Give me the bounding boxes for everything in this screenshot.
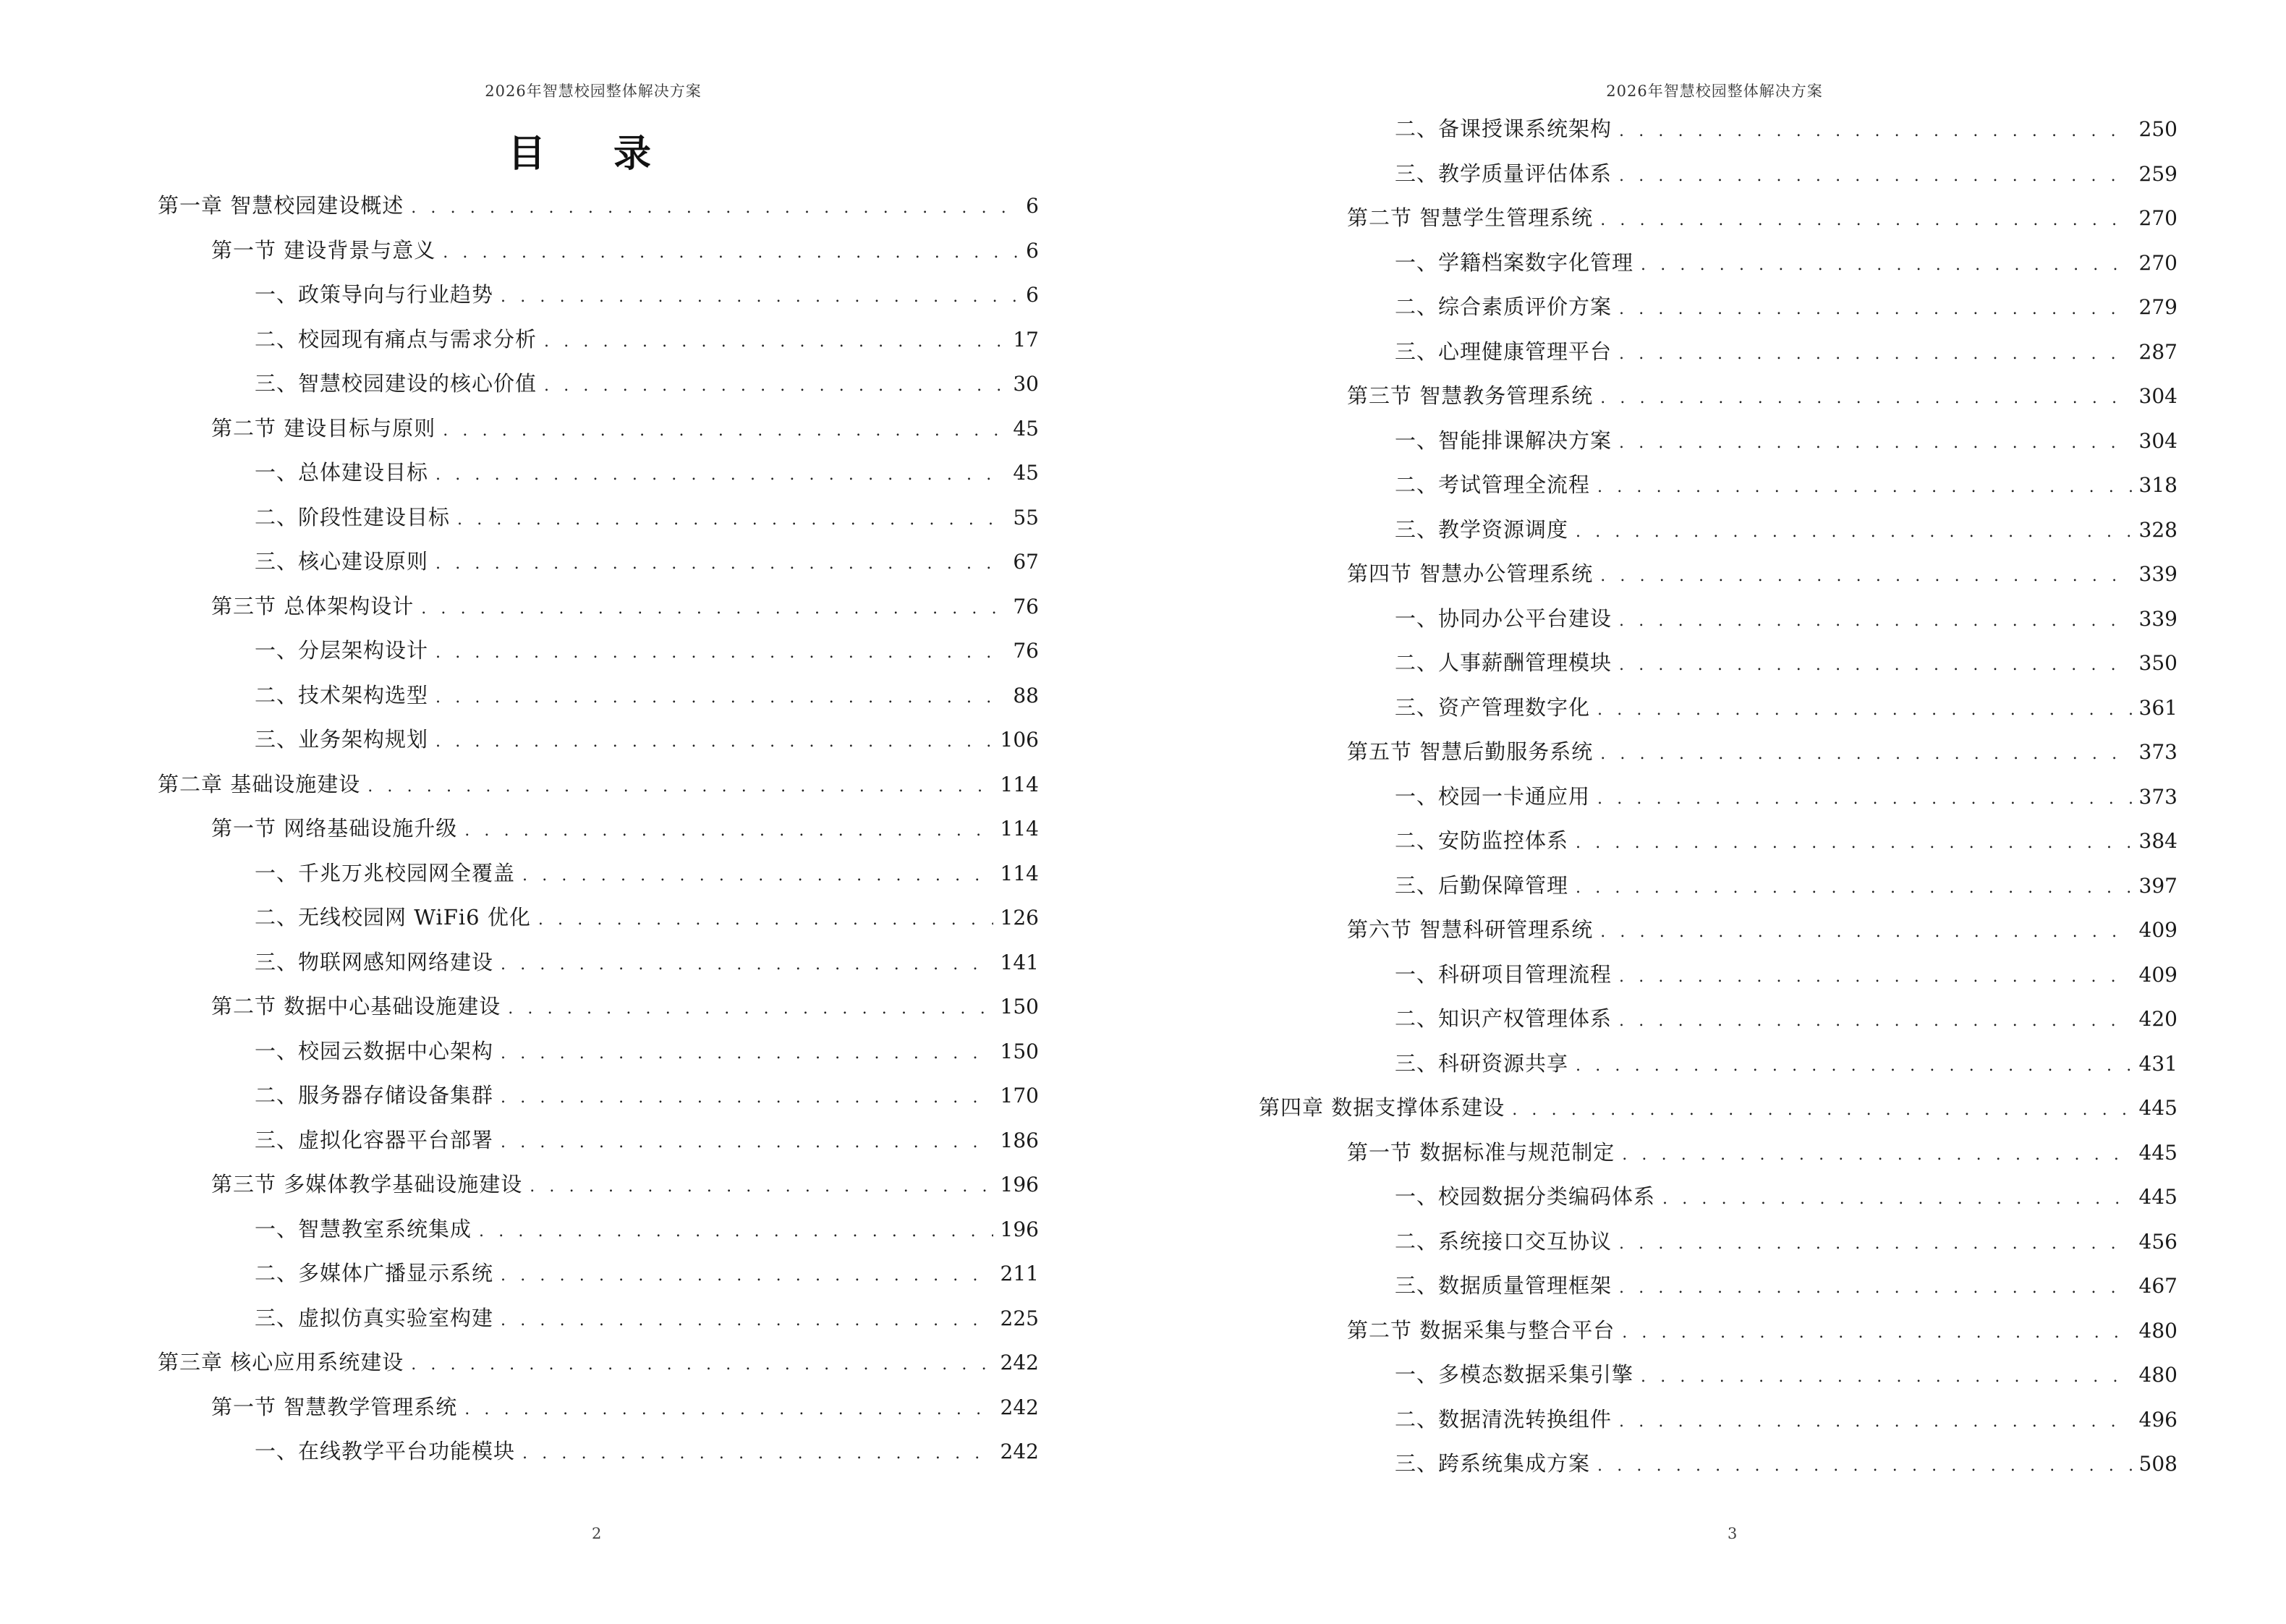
toc-entry-page-number: 114 xyxy=(1000,773,1039,796)
toc-entry-label: 第一节 建设背景与意义 xyxy=(211,238,436,263)
toc-entry-page-number: 150 xyxy=(1000,1040,1039,1063)
toc-entry-page-number: 328 xyxy=(2138,518,2177,542)
dot-leader xyxy=(411,194,1019,223)
toc-entry-level-2 xyxy=(211,592,1039,621)
toc-entry-level-3 xyxy=(1395,871,2177,900)
toc-entry-label: 二、备课授课系统架构 xyxy=(1395,116,1612,141)
dot-leader xyxy=(1619,1274,2132,1303)
toc-entry-label: 三、虚拟仿真实验室构建 xyxy=(255,1306,494,1330)
toc-entry-level-3 xyxy=(255,369,1039,398)
toc-entry-page-number: 397 xyxy=(2138,874,2177,898)
toc-entry-label: 三、资产管理数字化 xyxy=(1395,695,1591,720)
toc-entry-level-1 xyxy=(158,770,1039,799)
toc-entry-level-3 xyxy=(255,547,1039,576)
toc-entry-level-3 xyxy=(1395,337,2177,366)
toc-entry-page-number: 170 xyxy=(1000,1084,1039,1108)
toc-entry-page-number: 456 xyxy=(2138,1230,2177,1254)
toc-entry-page-number: 480 xyxy=(2138,1363,2177,1387)
toc-heading: 目 录 xyxy=(507,132,679,176)
toc-entry-label: 二、综合素质评价方案 xyxy=(1395,294,1612,319)
toc-entry-level-3 xyxy=(1395,1004,2177,1033)
toc-entry-level-3 xyxy=(255,1126,1039,1155)
dot-leader xyxy=(443,239,1019,268)
toc-entry-page-number: 304 xyxy=(2138,384,2177,408)
toc-entry-label: 第二章 基础设施建设 xyxy=(158,772,361,796)
dot-leader xyxy=(457,506,1006,535)
toc-entry-level-3 xyxy=(255,325,1039,354)
toc-entry-page-number: 259 xyxy=(2138,162,2177,186)
toc-entry-page-number: 350 xyxy=(2138,651,2177,675)
dot-leader xyxy=(411,1351,993,1379)
toc-entry-label: 一、分层架构设计 xyxy=(255,638,429,663)
dot-leader xyxy=(1662,1185,2132,1214)
dot-leader xyxy=(1619,162,2132,191)
toc-entry-label: 第五节 智慧后勤服务系统 xyxy=(1347,739,1594,764)
toc-entry-label: 二、技术架构选型 xyxy=(255,683,429,707)
toc-entry-level-2 xyxy=(211,236,1039,265)
toc-entry-label: 二、无线校园网 WiFi6 优化 xyxy=(255,905,531,930)
toc-entry-label: 一、学籍档案数字化管理 xyxy=(1395,250,1634,275)
toc-entry-level-3 xyxy=(1395,159,2177,188)
toc-entry-page-number: 6 xyxy=(1026,283,1039,307)
toc-entry-level-2 xyxy=(211,1393,1039,1421)
toc-entry-page-number: 318 xyxy=(2138,473,2177,497)
toc-entry-page-number: 270 xyxy=(2138,206,2177,230)
toc-entry-level-3 xyxy=(1395,426,2177,455)
toc-entry-page-number: 76 xyxy=(1013,639,1039,663)
toc-entry-label: 三、虚拟化容器平台部署 xyxy=(255,1128,494,1152)
toc-entry-level-3 xyxy=(1395,1405,2177,1434)
toc-entry-page-number: 76 xyxy=(1013,595,1039,618)
page-number: 3 xyxy=(1728,1525,1738,1542)
toc-entry-page-number: 150 xyxy=(1000,995,1039,1019)
dot-leader xyxy=(435,728,993,757)
dot-leader xyxy=(1600,740,2131,769)
dot-leader xyxy=(1512,1096,2131,1125)
toc-entry-level-2 xyxy=(1347,381,2177,410)
toc-entry-page-number: 211 xyxy=(1000,1262,1039,1285)
dot-leader xyxy=(538,906,993,935)
toc-entry-level-2 xyxy=(1347,915,2177,944)
toc-entry-page-number: 480 xyxy=(2138,1319,2177,1343)
toc-entry-page-number: 287 xyxy=(2138,340,2177,364)
dot-leader xyxy=(522,1440,993,1468)
running-header: 2026年智慧校园整体解决方案 xyxy=(1606,82,1823,100)
dot-leader xyxy=(443,417,1006,446)
toc-entry-page-number: 196 xyxy=(1000,1173,1039,1196)
toc-entry-page-number: 445 xyxy=(2138,1185,2177,1209)
toc-entry-page-number: 17 xyxy=(1013,328,1039,352)
toc-entry-label: 三、数据质量管理框架 xyxy=(1395,1273,1612,1298)
toc-entry-label: 第三节 智慧教务管理系统 xyxy=(1347,383,1594,408)
dot-leader xyxy=(479,1217,993,1246)
toc-entry-level-3 xyxy=(255,280,1039,309)
toc-entry-level-1 xyxy=(1259,1093,2177,1122)
dot-leader xyxy=(508,995,993,1024)
dot-leader xyxy=(1600,918,2131,947)
toc-entry-level-3 xyxy=(255,1259,1039,1288)
dot-leader xyxy=(1619,607,2132,636)
toc-entry-label: 二、多媒体广播显示系统 xyxy=(255,1261,494,1285)
toc-entry-page-number: 431 xyxy=(2138,1052,2177,1076)
toc-entry-level-2 xyxy=(211,1170,1039,1199)
dot-leader xyxy=(1622,1319,2131,1348)
toc-entry-label: 二、考试管理全流程 xyxy=(1395,472,1591,497)
toc-entry-page-number: 30 xyxy=(1013,372,1039,396)
toc-entry-level-3 xyxy=(255,948,1039,977)
toc-entry-page-number: 126 xyxy=(1000,906,1039,930)
toc-entry-label: 第二节 建设目标与原则 xyxy=(211,416,436,441)
toc-entry-label: 一、政策导向与行业趋势 xyxy=(255,282,494,307)
toc-entry-level-3 xyxy=(1395,1271,2177,1300)
toc-entry-label: 第一节 网络基础设施升级 xyxy=(211,816,458,841)
toc-entry-level-2 xyxy=(1347,1138,2177,1167)
toc-entry-level-3 xyxy=(1395,960,2177,989)
dot-leader xyxy=(1576,874,2132,903)
toc-entry-label: 第三节 总体架构设计 xyxy=(211,594,415,618)
toc-entry-level-1 xyxy=(158,1348,1039,1377)
toc-entry-page-number: 242 xyxy=(1000,1440,1039,1463)
toc-entry-level-3 xyxy=(1395,826,2177,855)
toc-entry-page-number: 508 xyxy=(2138,1452,2177,1476)
dot-leader xyxy=(544,372,1006,401)
toc-entry-level-3 xyxy=(255,458,1039,487)
toc-entry-page-number: 339 xyxy=(2138,607,2177,631)
dot-leader xyxy=(1641,1363,2132,1392)
toc-entry-label: 一、智慧教室系统集成 xyxy=(255,1217,472,1241)
toc-entry-label: 第一节 数据标准与规范制定 xyxy=(1347,1140,1615,1165)
toc-entry-level-1 xyxy=(158,191,1039,220)
dot-leader xyxy=(367,773,993,802)
toc-entry-level-3 xyxy=(255,1215,1039,1243)
toc-entry-page-number: 55 xyxy=(1013,506,1039,530)
toc-entry-page-number: 45 xyxy=(1013,461,1039,485)
toc-entry-level-3 xyxy=(1395,248,2177,277)
toc-entry-page-number: 6 xyxy=(1026,194,1039,218)
toc-entry-label: 一、千兆万兆校园网全覆盖 xyxy=(255,861,516,885)
toc-entry-level-3 xyxy=(1395,604,2177,633)
toc-entry-page-number: 496 xyxy=(2138,1408,2177,1432)
toc-entry-page-number: 186 xyxy=(1000,1128,1039,1152)
toc-entry-label: 二、系统接口交互协议 xyxy=(1395,1229,1612,1254)
toc-entry-page-number: 196 xyxy=(1000,1217,1039,1241)
toc-entry-level-3 xyxy=(255,1081,1039,1110)
toc-entry-level-2 xyxy=(1347,203,2177,232)
toc-entry-label: 三、业务架构规划 xyxy=(255,727,429,752)
toc-entry-page-number: 6 xyxy=(1026,239,1039,263)
toc-entry-level-3 xyxy=(1395,1049,2177,1078)
dot-leader xyxy=(1600,384,2131,413)
toc-entry-label: 第一章 智慧校园建设概述 xyxy=(158,193,404,218)
dot-leader xyxy=(530,1173,993,1202)
toc-entry-label: 第三节 多媒体教学基础设施建设 xyxy=(211,1172,523,1196)
toc-entry-level-2 xyxy=(1347,1316,2177,1345)
running-header: 2026年智慧校园整体解决方案 xyxy=(485,82,702,100)
toc-entry-label: 第四节 智慧办公管理系统 xyxy=(1347,561,1594,586)
dot-leader xyxy=(501,1084,993,1113)
toc-entry-level-2 xyxy=(1347,737,2177,766)
toc-entry-level-3 xyxy=(255,1437,1039,1466)
toc-entry-page-number: 114 xyxy=(1000,862,1039,885)
toc-entry-level-3 xyxy=(255,1037,1039,1066)
toc-entry-label: 三、后勤保障管理 xyxy=(1395,873,1569,898)
dot-leader xyxy=(1622,1141,2131,1170)
toc-entry-page-number: 88 xyxy=(1013,684,1039,707)
toc-entry-level-3 xyxy=(255,503,1039,532)
toc-entry-label: 二、阶段性建设目标 xyxy=(255,505,451,530)
dot-leader xyxy=(501,1128,993,1157)
toc-entry-page-number: 114 xyxy=(1000,817,1039,841)
toc-entry-page-number: 373 xyxy=(2138,740,2177,764)
toc-entry-label: 一、多模态数据采集引擎 xyxy=(1395,1362,1634,1387)
toc-entry-page-number: 467 xyxy=(2138,1274,2177,1298)
dot-leader xyxy=(1600,206,2131,235)
toc-entry-page-number: 373 xyxy=(2138,785,2177,809)
dot-leader xyxy=(1619,1408,2132,1437)
toc-entry-label: 三、核心建设原则 xyxy=(255,549,429,574)
dot-leader xyxy=(1576,1052,2132,1081)
toc-entry-label: 一、总体建设目标 xyxy=(255,460,429,485)
toc-entry-label: 一、智能排课解决方案 xyxy=(1395,428,1612,453)
toc-entry-page-number: 141 xyxy=(1000,951,1039,974)
toc-entry-level-3 xyxy=(255,725,1039,754)
toc-entry-level-2 xyxy=(1347,559,2177,588)
toc-entry-page-number: 420 xyxy=(2138,1007,2177,1031)
toc-entry-page-number: 250 xyxy=(2138,117,2177,141)
toc-entry-level-3 xyxy=(1395,782,2177,811)
toc-entry-level-3 xyxy=(1395,648,2177,677)
toc-entry-level-2 xyxy=(211,414,1039,443)
dot-leader xyxy=(1619,1230,2132,1259)
dot-leader xyxy=(1619,117,2132,146)
toc-entry-label: 第二节 数据中心基础设施建设 xyxy=(211,994,501,1019)
dot-leader xyxy=(1619,963,2132,992)
dot-leader xyxy=(1600,562,2131,591)
toc-entry-label: 二、知识产权管理体系 xyxy=(1395,1006,1612,1031)
dot-leader xyxy=(1597,1452,2132,1481)
toc-entry-page-number: 339 xyxy=(2138,562,2177,586)
toc-entry-page-number: 106 xyxy=(1000,728,1039,752)
toc-entry-page-number: 270 xyxy=(2138,251,2177,275)
toc-entry-level-2 xyxy=(211,992,1039,1021)
toc-entry-label: 三、心理健康管理平台 xyxy=(1395,339,1612,364)
toc-entry-label: 一、科研项目管理流程 xyxy=(1395,962,1612,987)
toc-entry-label: 一、校园云数据中心架构 xyxy=(255,1039,494,1063)
toc-entry-label: 二、校园现有痛点与需求分析 xyxy=(255,327,537,352)
toc-entry-label: 第二节 智慧学生管理系统 xyxy=(1347,205,1594,230)
toc-entry-page-number: 445 xyxy=(2138,1141,2177,1165)
dot-leader xyxy=(501,951,993,979)
toc-entry-level-3 xyxy=(1395,515,2177,544)
toc-entry-label: 三、教学质量评估体系 xyxy=(1395,161,1612,186)
toc-entry-page-number: 409 xyxy=(2138,918,2177,942)
dot-leader xyxy=(1641,251,2132,280)
dot-leader xyxy=(544,328,1006,357)
toc-entry-level-3 xyxy=(1395,1360,2177,1389)
dot-leader xyxy=(1597,696,2132,725)
toc-entry-label: 二、数据清洗转换组件 xyxy=(1395,1407,1612,1432)
toc-entry-page-number: 279 xyxy=(2138,295,2177,319)
toc-entry-level-3 xyxy=(1395,1449,2177,1478)
toc-entry-page-number: 304 xyxy=(2138,429,2177,453)
dot-leader xyxy=(435,684,1006,713)
toc-entry-label: 第三章 核心应用系统建设 xyxy=(158,1350,404,1374)
dot-leader xyxy=(501,1262,993,1291)
toc-entry-label: 二、服务器存储设备集群 xyxy=(255,1083,494,1108)
toc-entry-level-3 xyxy=(1395,470,2177,499)
toc-entry-level-3 xyxy=(255,859,1039,888)
toc-entry-level-3 xyxy=(1395,292,2177,321)
toc-entry-level-3 xyxy=(1395,114,2177,143)
dot-leader xyxy=(1619,651,2132,680)
dot-leader xyxy=(501,1306,993,1335)
toc-entry-label: 第一节 智慧教学管理系统 xyxy=(211,1395,458,1419)
toc-entry-label: 第二节 数据采集与整合平台 xyxy=(1347,1318,1615,1343)
toc-entry-page-number: 361 xyxy=(2138,696,2177,720)
toc-entry-level-3 xyxy=(1395,1227,2177,1256)
dot-leader xyxy=(435,461,1006,490)
toc-entry-page-number: 384 xyxy=(2138,829,2177,853)
toc-entry-page-number: 225 xyxy=(1000,1306,1039,1330)
dot-leader xyxy=(501,283,1019,312)
toc-entry-page-number: 67 xyxy=(1013,550,1039,574)
toc-entry-label: 三、跨系统集成方案 xyxy=(1395,1451,1591,1476)
page-number: 2 xyxy=(592,1525,602,1542)
toc-entry-level-3 xyxy=(1395,693,2177,722)
toc-entry-page-number: 242 xyxy=(1000,1395,1039,1419)
toc-entry-level-3 xyxy=(255,903,1039,932)
toc-entry-label: 二、安防监控体系 xyxy=(1395,828,1569,853)
dot-leader xyxy=(435,639,1006,668)
toc-entry-label: 一、校园数据分类编码体系 xyxy=(1395,1184,1656,1209)
toc-entry-label: 三、智慧校园建设的核心价值 xyxy=(255,371,537,396)
dot-leader xyxy=(1619,1007,2132,1036)
toc-entry-label: 三、教学资源调度 xyxy=(1395,517,1569,542)
dot-leader xyxy=(1597,473,2132,502)
dot-leader xyxy=(421,595,1006,624)
toc-entry-label: 第四章 数据支撑体系建设 xyxy=(1259,1095,1505,1120)
toc-entry-level-3 xyxy=(255,636,1039,665)
toc-entry-level-2 xyxy=(211,814,1039,843)
toc-entry-label: 一、在线教学平台功能模块 xyxy=(255,1439,516,1463)
dot-leader xyxy=(464,1395,993,1424)
dot-leader xyxy=(1576,829,2132,858)
toc-entry-page-number: 242 xyxy=(1000,1351,1039,1374)
toc-entry-label: 一、校园一卡通应用 xyxy=(1395,784,1591,809)
toc-entry-label: 第六节 智慧科研管理系统 xyxy=(1347,917,1594,942)
toc-entry-level-3 xyxy=(255,1304,1039,1332)
toc-entry-level-3 xyxy=(255,681,1039,710)
toc-entry-label: 三、物联网感知网络建设 xyxy=(255,950,494,974)
toc-entry-level-3 xyxy=(1395,1182,2177,1211)
dot-leader xyxy=(435,550,1006,579)
toc-entry-page-number: 445 xyxy=(2138,1096,2177,1120)
dot-leader xyxy=(522,862,993,890)
dot-leader xyxy=(501,1040,993,1068)
dot-leader xyxy=(1619,340,2132,369)
toc-entry-label: 三、科研资源共享 xyxy=(1395,1051,1569,1076)
toc-entry-page-number: 409 xyxy=(2138,963,2177,987)
toc-entry-page-number: 45 xyxy=(1013,417,1039,441)
dot-leader xyxy=(464,817,993,846)
toc-entry-label: 一、协同办公平台建设 xyxy=(1395,606,1612,631)
dot-leader xyxy=(1619,429,2132,458)
toc-entry-label: 二、人事薪酬管理模块 xyxy=(1395,650,1612,675)
toc-page-right xyxy=(1143,0,2286,1624)
dot-leader xyxy=(1576,518,2132,547)
dot-leader xyxy=(1597,785,2132,814)
dot-leader xyxy=(1619,295,2132,324)
